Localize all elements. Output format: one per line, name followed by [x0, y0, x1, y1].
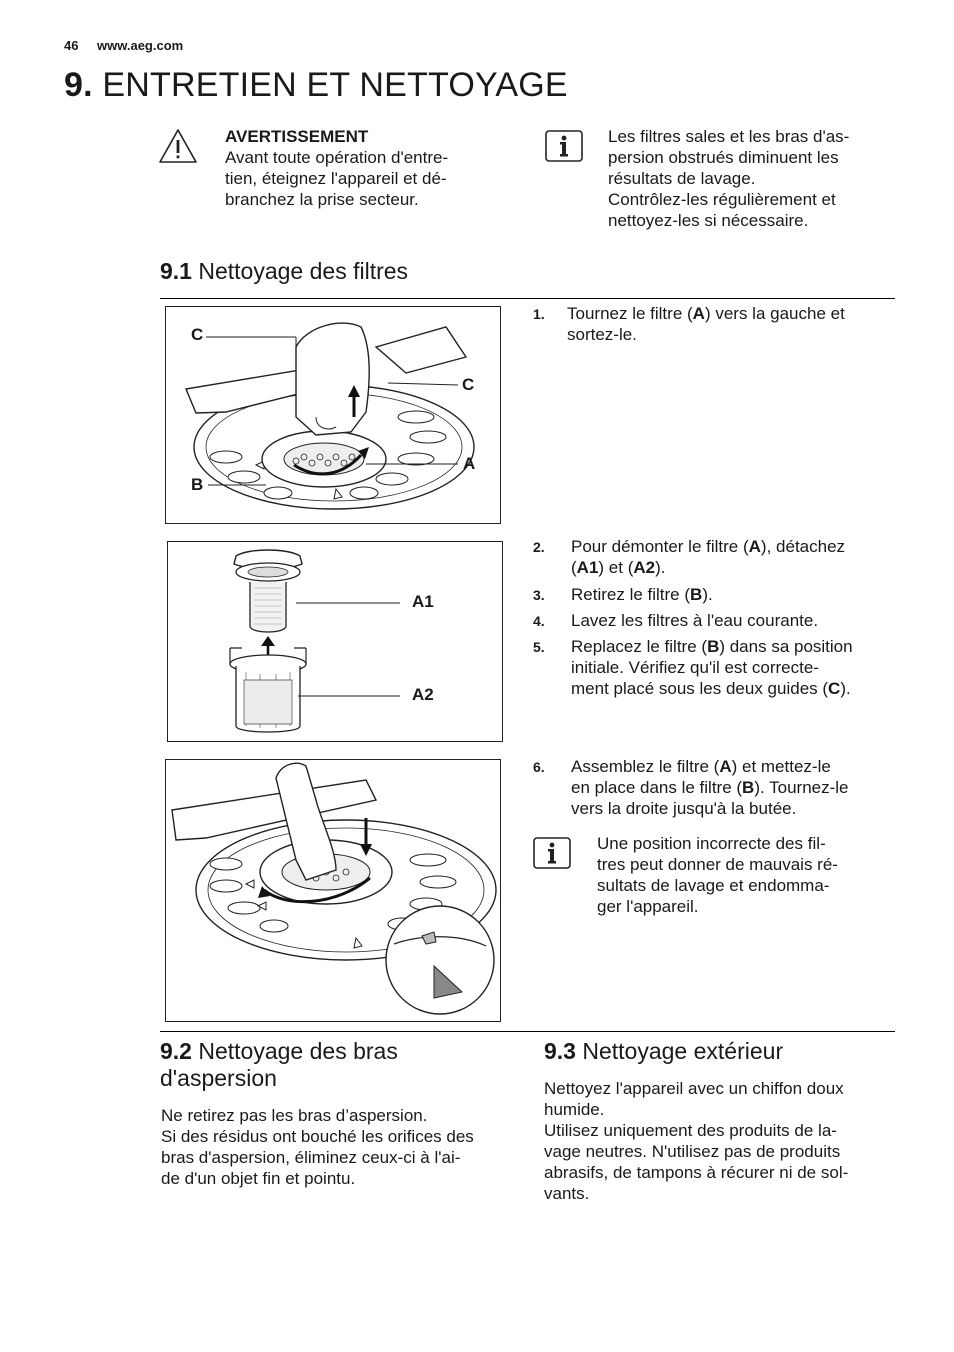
step-text: vers la droite jusqu'à la butée. [571, 799, 797, 818]
figure-label: B [191, 475, 204, 494]
step-text: ). [655, 558, 666, 577]
ref-label: C [828, 679, 841, 698]
info-line: Contrôlez-les régulièrement et [608, 190, 836, 209]
warning-title: AVERTISSEMENT [225, 127, 369, 146]
ref-label: A1 [576, 558, 599, 577]
step-3 [533, 584, 893, 605]
warning-line: Avant toute opération d'entre- [225, 148, 449, 167]
section-title: Nettoyage extérieur [582, 1038, 784, 1064]
figure-label: A2 [412, 685, 434, 704]
step-text: ). Tournez-le [754, 778, 849, 797]
step-text: Replacez le filtre ( [571, 637, 708, 656]
ref-label: B [690, 585, 703, 604]
section-title: d'aspersion [160, 1065, 277, 1091]
step-text: ) et ( [598, 558, 634, 577]
step-text: Retirez le filtre ( [571, 585, 691, 604]
step-text: ) dans sa position [719, 637, 853, 656]
step-number: 4. [533, 613, 545, 629]
body-line: bras d'aspersion, éliminez ceux-ci à l'ai- [161, 1148, 461, 1167]
body-line: Nettoyez l'appareil avec un chiffon doux [544, 1079, 844, 1098]
warning-icon [158, 128, 198, 164]
step-6 [533, 756, 893, 819]
step-text: initiale. Vérifiez qu'il est correcte- [571, 658, 819, 677]
figure-filter-parts [167, 541, 503, 742]
ref-label: A [719, 757, 732, 776]
section-number: 9.1 [160, 258, 192, 284]
step-1 [533, 303, 893, 345]
step-text: sortez-le. [567, 325, 637, 344]
step-text: ment placé sous les deux guides ( [571, 679, 829, 698]
figure-label: A [463, 454, 476, 473]
chapter-number: 9. [64, 66, 93, 104]
step-number: 2. [533, 539, 545, 555]
info-icon [545, 130, 583, 162]
section-9-1-heading [160, 258, 408, 285]
body-line: de d'un objet fin et pointu. [161, 1169, 356, 1188]
figure-filter-assembly [165, 759, 501, 1022]
figure-filter-removal [165, 306, 501, 524]
info-line: persion obstrués diminuent les [608, 148, 839, 167]
body-line: Ne retirez pas les bras d’aspersion. [161, 1106, 428, 1125]
warning-line: branchez la prise secteur. [225, 190, 419, 209]
step-text: en place dans le filtre ( [571, 778, 743, 797]
info-line: Une position incorrecte des fil- [597, 834, 826, 853]
body-line: vage neutres. N'utilisez pas de produits [544, 1142, 841, 1161]
section-title: Nettoyage des bras [198, 1038, 398, 1064]
body-line: abrasifs, de tampons à récurer ni de sol- [544, 1163, 849, 1182]
step-2 [533, 536, 893, 578]
step-number: 5. [533, 639, 545, 655]
body-line: vants. [544, 1184, 590, 1203]
warning-block [225, 126, 515, 210]
step-text: ). [702, 585, 713, 604]
figure-label: C [462, 375, 475, 394]
step-text: Lavez les filtres à l'eau courante. [571, 611, 819, 630]
ref-label: A [748, 537, 761, 556]
info-block-1 [608, 126, 898, 231]
section-number: 9.3 [544, 1038, 576, 1064]
step-text: ) et mettez-le [731, 757, 831, 776]
step-number: 1. [533, 306, 545, 322]
section-9-2-body [161, 1105, 526, 1189]
section-number: 9.2 [160, 1038, 192, 1064]
step-text: Assemblez le filtre ( [571, 757, 720, 776]
step-number: 3. [533, 587, 545, 603]
ref-label: B [742, 778, 755, 797]
info-line: résultats de lavage. [608, 169, 756, 188]
section-rule [160, 1031, 895, 1032]
ref-label: A2 [633, 558, 656, 577]
step-text: ( [571, 558, 577, 577]
figure-label: C [191, 325, 204, 344]
ref-label: A [692, 304, 705, 323]
step-text: ). [840, 679, 851, 698]
info-block-2 [597, 833, 887, 917]
step-text: Tournez le filtre ( [567, 304, 693, 323]
section-9-2-heading [160, 1038, 520, 1092]
step-text: ) vers la gauche et [704, 304, 845, 323]
step-text: ), détachez [760, 537, 846, 556]
info-line: tres peut donner de mauvais ré- [597, 855, 838, 874]
step-number: 6. [533, 759, 545, 775]
info-icon [533, 837, 571, 869]
chapter-title-text: ENTRETIEN ET NETTOYAGE [102, 66, 568, 104]
chapter-title [64, 66, 568, 105]
info-line: sultats de lavage et endomma- [597, 876, 830, 895]
figure-label: A1 [412, 592, 434, 611]
section-9-3-heading [544, 1038, 904, 1065]
page-number: 46 [64, 38, 79, 53]
section-title: Nettoyage des filtres [198, 258, 409, 284]
info-line: nettoyez-les si nécessaire. [608, 211, 809, 230]
body-line: Si des résidus ont bouché les orifices des [161, 1127, 474, 1146]
ref-label: B [707, 637, 720, 656]
body-line: Utilisez uniquement des produits de la- [544, 1121, 837, 1140]
warning-line: tien, éteignez l'appareil et dé- [225, 169, 447, 188]
step-text: Pour démonter le filtre ( [571, 537, 749, 556]
step-5 [533, 636, 893, 699]
section-rule [160, 298, 895, 299]
header-url: www.aeg.com [97, 38, 184, 53]
info-line: Les filtres sales et les bras d'as- [608, 127, 850, 146]
section-9-3-body [544, 1078, 904, 1204]
step-4 [533, 610, 893, 631]
info-line: ger l'appareil. [597, 897, 699, 916]
body-line: humide. [544, 1100, 605, 1119]
